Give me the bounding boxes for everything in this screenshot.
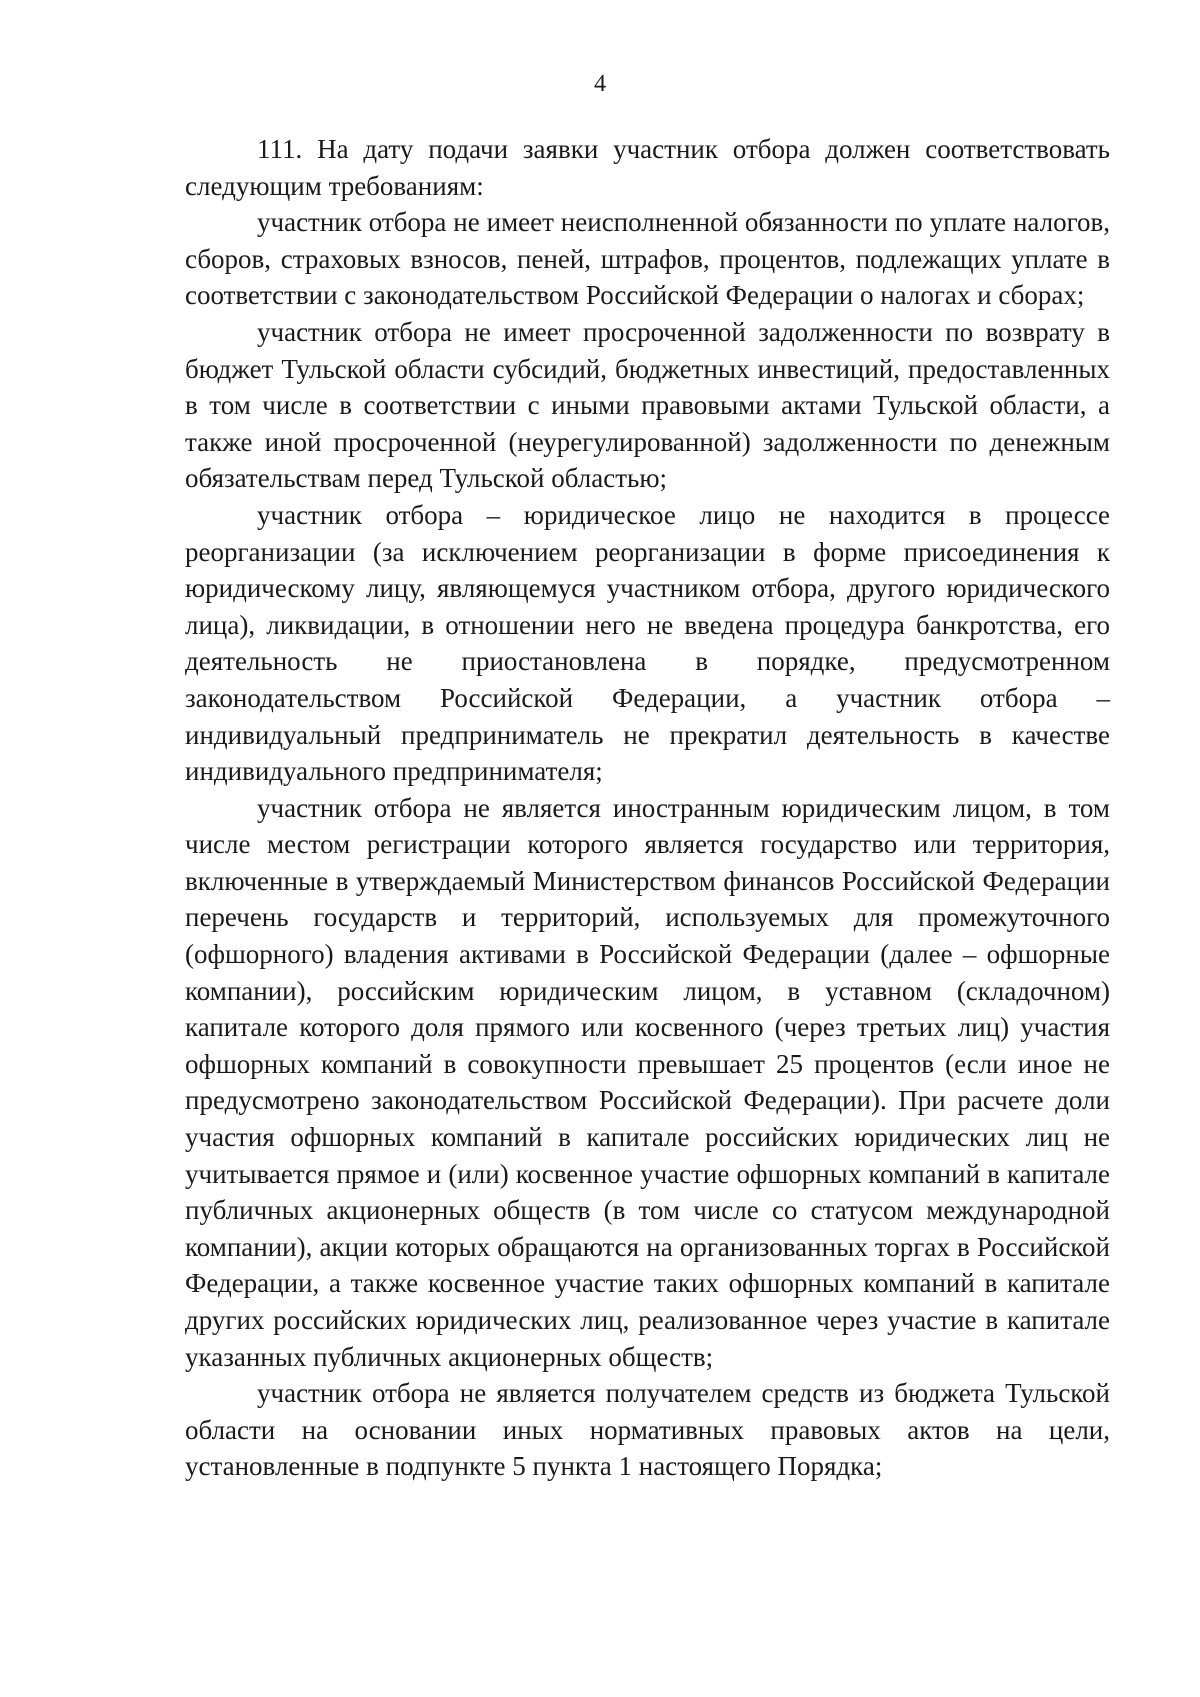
page-number: 4 xyxy=(594,71,606,97)
paragraph-requirements-intro: 111. На дату подачи заявки участник отбора должен соответствовать следующим требованиям: xyxy=(185,134,1110,201)
paragraph-no-tax-debt: участник отбора не имеет неисполненной обязанности по уплате налогов, сборов, страховых взносов, пеней, штрафов, процентов, подлежащих уплате в соответствии с законодательством Российской Федерации о налогах и сборах; xyxy=(185,207,1110,311)
paragraph-not-other-recipient: участник отбора не является получателем средств из бюджета Тульской области на основании иных нормативных правовых актов на цели, установленные в подпункте 5 пункта 1 настоящего Порядка; xyxy=(185,1378,1110,1482)
paragraph-no-reorganization: участник отбора – юридическое лицо не находится в процессе реорганизации (за исключением реорганизации в форме присоединения к юридическому лицу, являющемуся участником отбора, другого юридического лица), ликвидации, в отношении него не введена процедура банкротства, его деятельность не приостановлена в порядке, предусмотренном законодательством Российской Федерации, а участник отбора – индивидуальный предприниматель не прекратил деятельность в качестве индивидуального предпринимателя; xyxy=(185,499,1110,787)
paragraph-not-offshore: участник отбора не является иностранным юридическим лицом, в том числе местом регистрации которого является государство или территория, включенные в утверждаемый Министерством финансов Российской Федерации перечень государств и территорий, используемых для промежуточного (офшорного) владения активами в Российской Федерации (далее – офшорные компании), российским юридическим лицом, в уставном (складочном) капитале которого доля прямого или косвенного (через третьих лиц) участия офшорных компаний в совокупности превышает 25 процентов (если иное не предусмотрено законодательством Российской Федерации). При расчете доли участия офшорных компаний в капитале российских юридических лиц не учитывается прямое и (или) косвенное участие офшорных компаний в капитале публичных акционерных обществ (в том числе со статусом международной компании), акции которых обращаются на организованных торгах в Российской Федерации, а также косвенное участие таких офшорных компаний в капитале других российских юридических лиц, реализованное через участие в капитале указанных публичных акционерных обществ; xyxy=(185,792,1110,1372)
document-body xyxy=(185,131,1110,1485)
paragraph-no-overdue-debt: участник отбора не имеет просроченной задолженности по возврату в бюджет Тульской области субсидий, бюджетных инвестиций, предоставленных в том числе в соответствии с иными правовыми актами Тульской области, а также иной просроченной (неурегулированной) задолженности по денежным обязательствам перед Тульской областью; xyxy=(185,316,1110,494)
